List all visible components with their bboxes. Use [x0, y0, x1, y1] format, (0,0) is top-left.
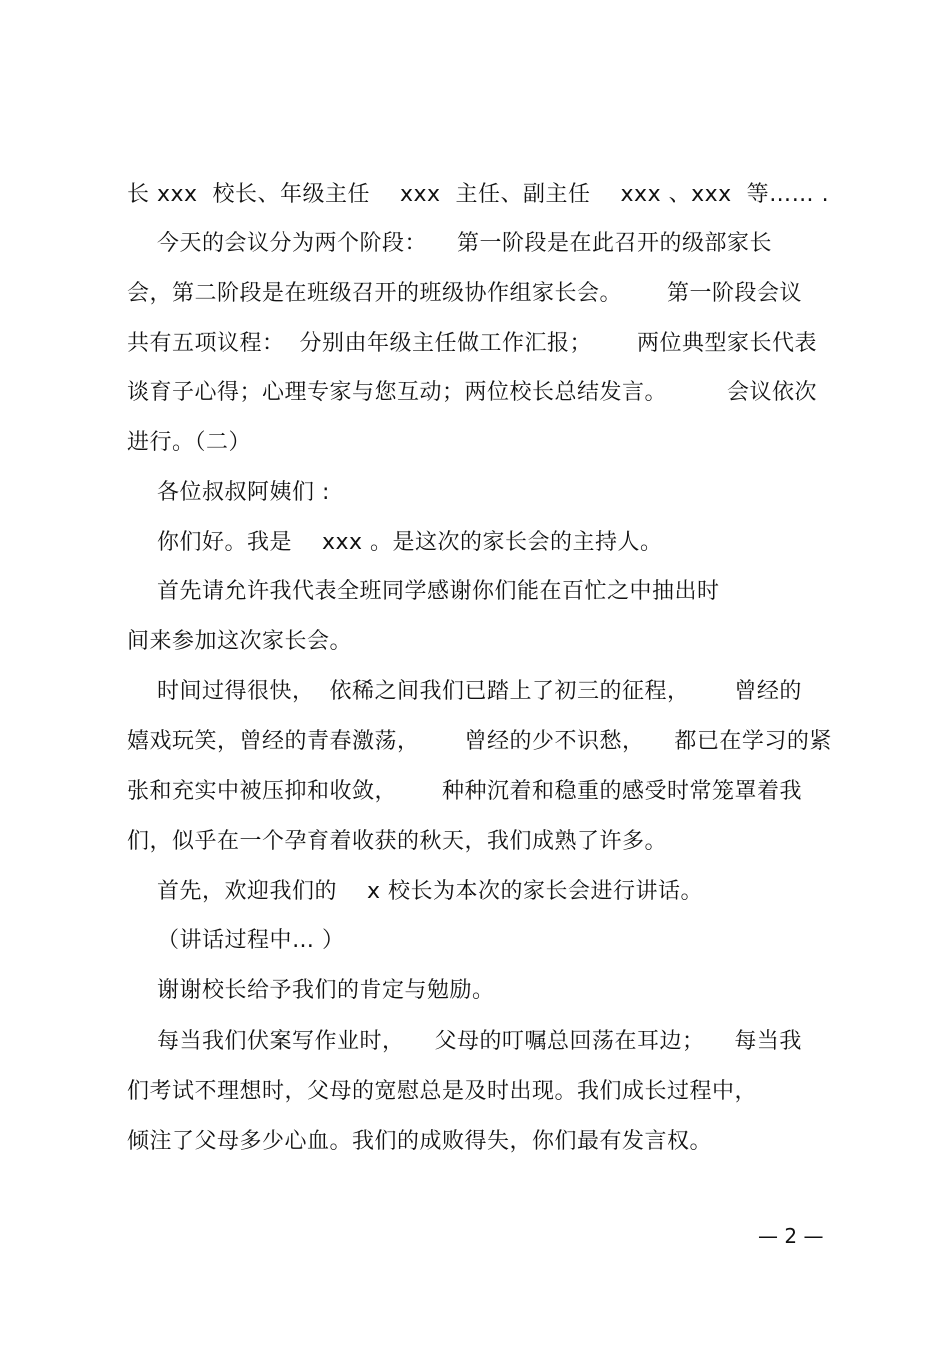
text-line: 们考试不理想时，父母的宽慰总是及时出现。我们成长过程中， — [127, 1079, 758, 1104]
text-line: 张和充实中被压抑和收敛， 种种沉着和稳重的感受时常笼罩着我 — [127, 779, 802, 804]
text-line: 各位叔叔阿姨们 : — [127, 480, 330, 505]
text-line: 进行。（二） — [127, 430, 252, 455]
text-line: 嬉戏玩笑，曾经的青春激荡， 曾经的少不识愁， 都已在学习的紧 — [127, 729, 832, 754]
text-line: 首先请允许我代表全班同学感谢你们能在百忙之中抽出时 — [127, 579, 720, 604]
text-line: （讲话过程中… ） — [127, 928, 345, 953]
text-line: 谈育子心得；心理专家与您互动；两位校长总结发言。 会议依次 — [127, 380, 817, 405]
text-line: 共有五项议程： 分别由年级主任做工作汇报； 两位典型家长代表 — [127, 331, 817, 356]
text-line: 谢谢校长给予我们的肯定与勉励。 — [127, 978, 495, 1003]
text-line: 每当我们伏案写作业时， 父母的叮嘱总回荡在耳边； 每当我 — [127, 1029, 802, 1054]
text-line: 今天的会议分为两个阶段： 第一阶段是在此召开的级部家长 — [127, 231, 772, 256]
text-line: 们，似乎在一个孕育着收获的秋天，我们成熟了许多。 — [127, 829, 668, 854]
text-line: 倾注了父母多少心血。我们的成败得失，你们最有发言权。 — [127, 1129, 713, 1154]
text-line: 你们好。我是 xxx 。是这次的家长会的主持人。 — [127, 530, 663, 555]
text-line: 首先，欢迎我们的 x 校长为本次的家长会进行讲话。 — [127, 879, 703, 904]
text-line: 长 xxx 校长、年级主任 xxx 主任、副主任 xxx 、xxx 等…… . — [127, 182, 830, 207]
text-line: 会，第二阶段是在班级召开的班级协作组家长会。 第一阶段会议 — [127, 281, 802, 306]
text-line: 时间过得很快， 依稀之间我们已踏上了初三的征程， 曾经的 — [127, 679, 802, 704]
text-line: 间来参加这次家长会。 — [127, 629, 353, 654]
page-number: — 2 — — [758, 1224, 824, 1248]
